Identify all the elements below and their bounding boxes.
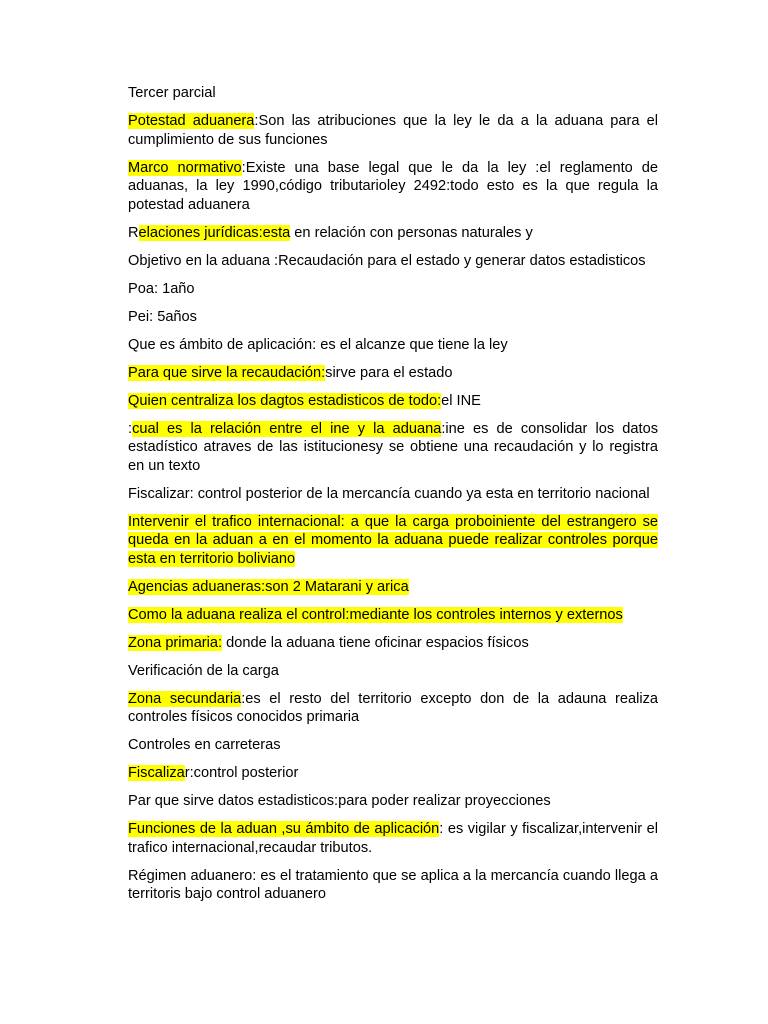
highlighted-term: Como la aduana realiza el control:mediante los controles internos y externos (128, 606, 623, 623)
document-page (128, 84, 658, 913)
paragraph-title (128, 84, 658, 103)
paragraph-relacion-ine (128, 420, 658, 476)
text-segment: en relación con personas naturales y (290, 224, 533, 241)
paragraph-datos-estadisticos (128, 792, 658, 811)
text-segment: :es el resto del territorio excepto don de la adauna realiza controles físicos conocidos primaria (128, 690, 658, 725)
paragraph-verificacion (128, 662, 658, 681)
paragraph-objetivo (128, 252, 658, 271)
text-segment: donde la aduana tiene oficinar espacios físicos (222, 634, 529, 651)
text-segment: :Son las atribuciones que la ley le da a la aduana para el cumplimiento de sus funciones (128, 113, 659, 148)
text-segment: r:control posterior (184, 765, 299, 781)
text-segment: :ine es de consolidar los datos estadístico atraves de las istitucionesy se obtiene una recaudación y lo registra en un texto (128, 420, 658, 474)
text-segment: Verificación de la carga (128, 662, 279, 679)
text-segment: :Existe una base legal que le da la ley :el reglamento de aduanas, la ley 1990,código tributarioley 2492:todo esto es la que regula la potestad aduanera (128, 159, 658, 213)
paragraph-marco-normativo (128, 159, 658, 215)
highlighted-term: Marco normativo (128, 159, 242, 176)
paragraph-controles-carreteras (128, 736, 658, 755)
paragraph-fiscalizar-2 (128, 764, 658, 783)
highlighted-term: elaciones jurídicas:esta (138, 224, 291, 241)
text-segment: : es vigilar y fiscalizar,intervenir el trafico internacional,recaudar tributos. (128, 821, 658, 856)
text-segment: el INE (441, 392, 481, 409)
highlighted-term: cual es la relación entre el ine y la aduana (132, 420, 442, 437)
paragraph-ambito (128, 336, 658, 355)
paragraph-zona-primaria (128, 634, 658, 653)
paragraph-zona-secundaria (128, 690, 658, 727)
text-segment: Pei: 5años (128, 308, 197, 325)
paragraph-fiscalizar (128, 485, 658, 504)
highlighted-term: Intervenir el trafico internacional: a que la carga proboiniente del estrangero se queda en la aduan a en el momento la aduana puede realizar controles porque esta en territorio boliviano (128, 513, 658, 567)
paragraph-control (128, 606, 658, 625)
text-segment: R (128, 224, 139, 241)
highlighted-term: Agencias aduaneras:son 2 Matarani y arica (128, 578, 409, 595)
text-segment: Objetivo en la aduana :Recaudación para el estado y generar datos estadisticos (128, 252, 646, 269)
highlighted-term: Funciones de la aduan ,su ámbito de aplicación (128, 821, 440, 837)
paragraph-intervenir (128, 513, 658, 569)
text-segment: Que es ámbito de aplicación: es el alcanze que tiene la ley (128, 336, 508, 353)
text-segment: Régimen aduanero: es el tratamiento que se aplica a la mercancía cuando llega a territoris bajo control aduanero (128, 867, 658, 902)
highlighted-term: Zona secundaria (128, 690, 242, 707)
paragraph-pei (128, 308, 658, 327)
text-segment: Tercer parcial (128, 85, 216, 101)
paragraph-funciones (128, 820, 658, 857)
paragraph-potestad-aduanera (128, 112, 658, 149)
paragraph-agencias (128, 578, 658, 597)
highlighted-term: Zona primaria: (128, 634, 223, 651)
paragraph-centraliza (128, 392, 658, 411)
highlighted-term: Quien centraliza los dagtos estadisticos de todo: (128, 392, 442, 409)
text-segment: Fiscalizar: control posterior de la mercancía cuando ya esta en territorio nacional (128, 485, 650, 502)
highlighted-term: Fiscaliza (128, 765, 185, 781)
paragraph-recaudacion (128, 364, 658, 383)
text-segment: Controles en carreteras (128, 737, 281, 753)
text-segment: sirve para el estado (325, 364, 453, 381)
text-segment: Par que sirve datos estadisticos:para poder realizar proyecciones (128, 793, 551, 809)
paragraph-regimen (128, 867, 658, 904)
paragraph-relaciones-juridicas (128, 224, 658, 243)
highlighted-term: Para que sirve la recaudación: (128, 364, 326, 381)
highlighted-term: Potestad aduanera (128, 113, 255, 129)
paragraph-poa (128, 280, 658, 299)
text-segment: Poa: 1año (128, 280, 195, 297)
text-segment: : (128, 420, 133, 437)
